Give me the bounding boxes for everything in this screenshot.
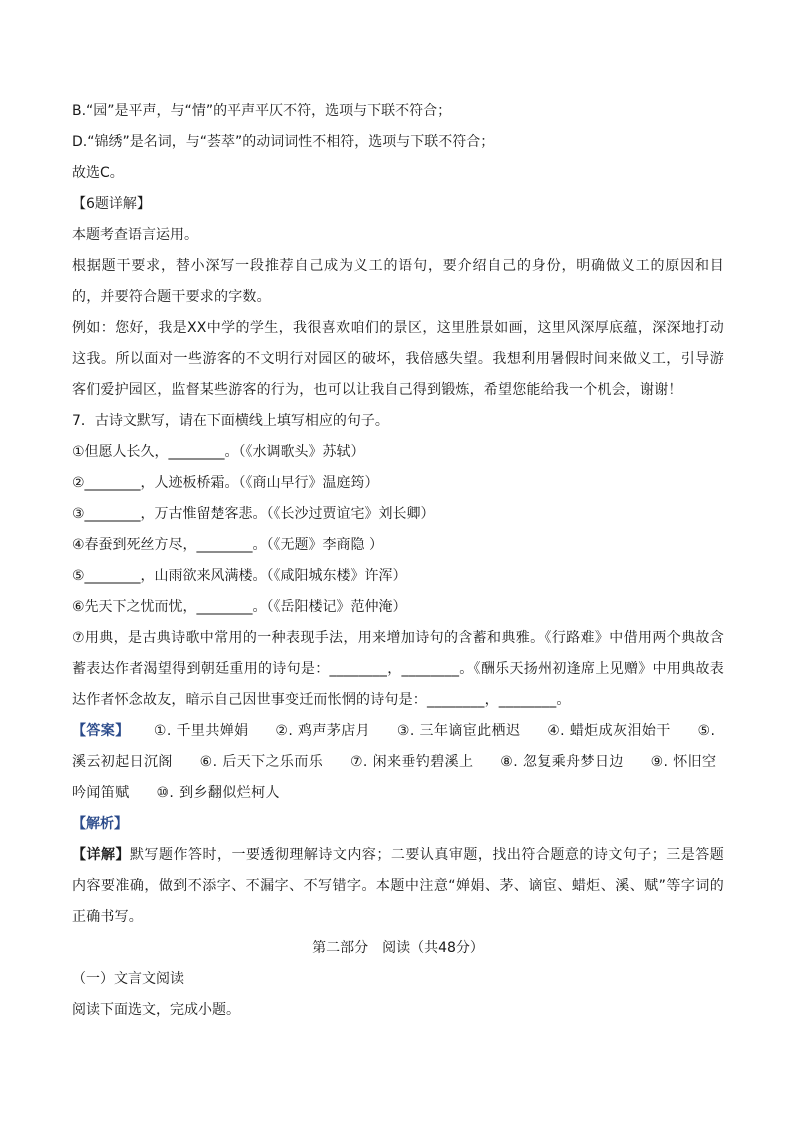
detail-text: 默写题作答时，一要透彻理解诗文内容；二要认真审题，找出符合题意的诗文句子；三是答题内容要准确，做到不添字、不漏字、不写错字。本题中注意“婵娟、茅、谪宦、蜡炬、溪、赋”等字词的正确书写。 [72, 847, 724, 925]
choice-conclusion: 故选C。 [72, 165, 124, 181]
answer-item: ⑧. 忽复乘舟梦日边 [500, 754, 624, 770]
answer-item: ⑦. 闲来垂钓碧溪上 [349, 754, 474, 770]
answer-label: 【答案】 [72, 723, 130, 739]
q7-item-7: ⑦用典，是古典诗歌中常用的一种表现手法，用来增加诗句的含蓄和典雅。《行路难》中借用两个典故含蓄表达作者渴望得到朝廷重用的诗句是：________，________。《酬乐天扬州初逢席上见赠》中用典故表达作者怀念故友，暗示自己因世事变迁而怅惘的诗句是：________，________。 [72, 630, 724, 708]
answer-item: ⑤. 溪云初起日沉阁 [72, 723, 716, 770]
analysis-label: 【解析】 [72, 816, 128, 832]
q6-heading: 【6题详解】 [72, 196, 151, 212]
answer-item: ③. 三年谪宦此栖迟 [396, 723, 521, 739]
answer-block [72, 716, 724, 809]
answer-item: ⑨. 怀旧空吟闻笛赋 [72, 754, 717, 801]
section-title: （一）文言文阅读 [72, 971, 184, 987]
answer-item: ⑥. 后天下之乐而乐 [199, 754, 324, 770]
answer-item: ①. 千里共婵娟 [153, 723, 249, 739]
option-d-analysis: D.“锦绣”是名词，与“荟萃”的动词词性不相符，选项与下联不符合； [72, 134, 495, 150]
detail-label: 【详解】 [72, 847, 130, 863]
q6-requirement: 根据题干要求，替小深写一段推荐自己成为义工的语句，要介绍自己的身份，明确做义工的原因和目的，并要符合题干要求的字数。 [72, 258, 724, 305]
answer-item: ④. 蜡炬成灰泪始干 [547, 723, 671, 739]
q7-item-5: ⑤________，山雨欲来风满楼。（《咸阳城东楼》许浑） [72, 568, 407, 584]
q7-item-2: ②________，人迹板桥霜。（《商山早行》温庭筠） [72, 475, 379, 491]
reading-instruction: 阅读下面选文，完成小题。 [72, 1002, 240, 1018]
q7-item-3: ③________，万古惟留楚客悲。（《长沙过贾谊宅》刘长卿） [72, 506, 435, 522]
q6-example: 例如：您好，我是XX中学的学生，我很喜欢咱们的景区，这里胜景如画，这里风深厚底蕴，深深地打动这我。所以面对一些游客的不文明行对园区的破坏，我倍感失望。我想利用暑假时间来做义工，引导游客们爱护园区，监督某些游客的行为，也可以让我自己得到锻炼，希望您能给我一个机会，谢谢！ [72, 320, 724, 398]
document-page [72, 96, 724, 1026]
analysis-detail [72, 840, 724, 933]
q7-item-6: ⑥先天下之忧而忧，________。（《岳阳楼记》范仲淹） [72, 599, 407, 615]
answer-item: ②. 鸡声茅店月 [275, 723, 371, 739]
answer-item: ⑩. 到乡翻似烂柯人 [156, 785, 280, 801]
part2-title: 第二部分 阅读（共48分） [312, 940, 484, 956]
q7-item-4: ④春蚕到死丝方尽，________。（《无题》李商隐 ） [72, 537, 383, 553]
q6-intro: 本题考查语言运用。 [72, 227, 198, 243]
q7-title: 7．古诗文默写，请在下面横线上填写相应的句子。 [72, 413, 389, 429]
option-b-analysis: B.“园”是平声，与“情”的平声平仄不符，选项与下联不符合； [72, 103, 452, 119]
q7-item-1: ①但愿人长久，________。（《水调歌头》苏轼） [72, 444, 365, 460]
